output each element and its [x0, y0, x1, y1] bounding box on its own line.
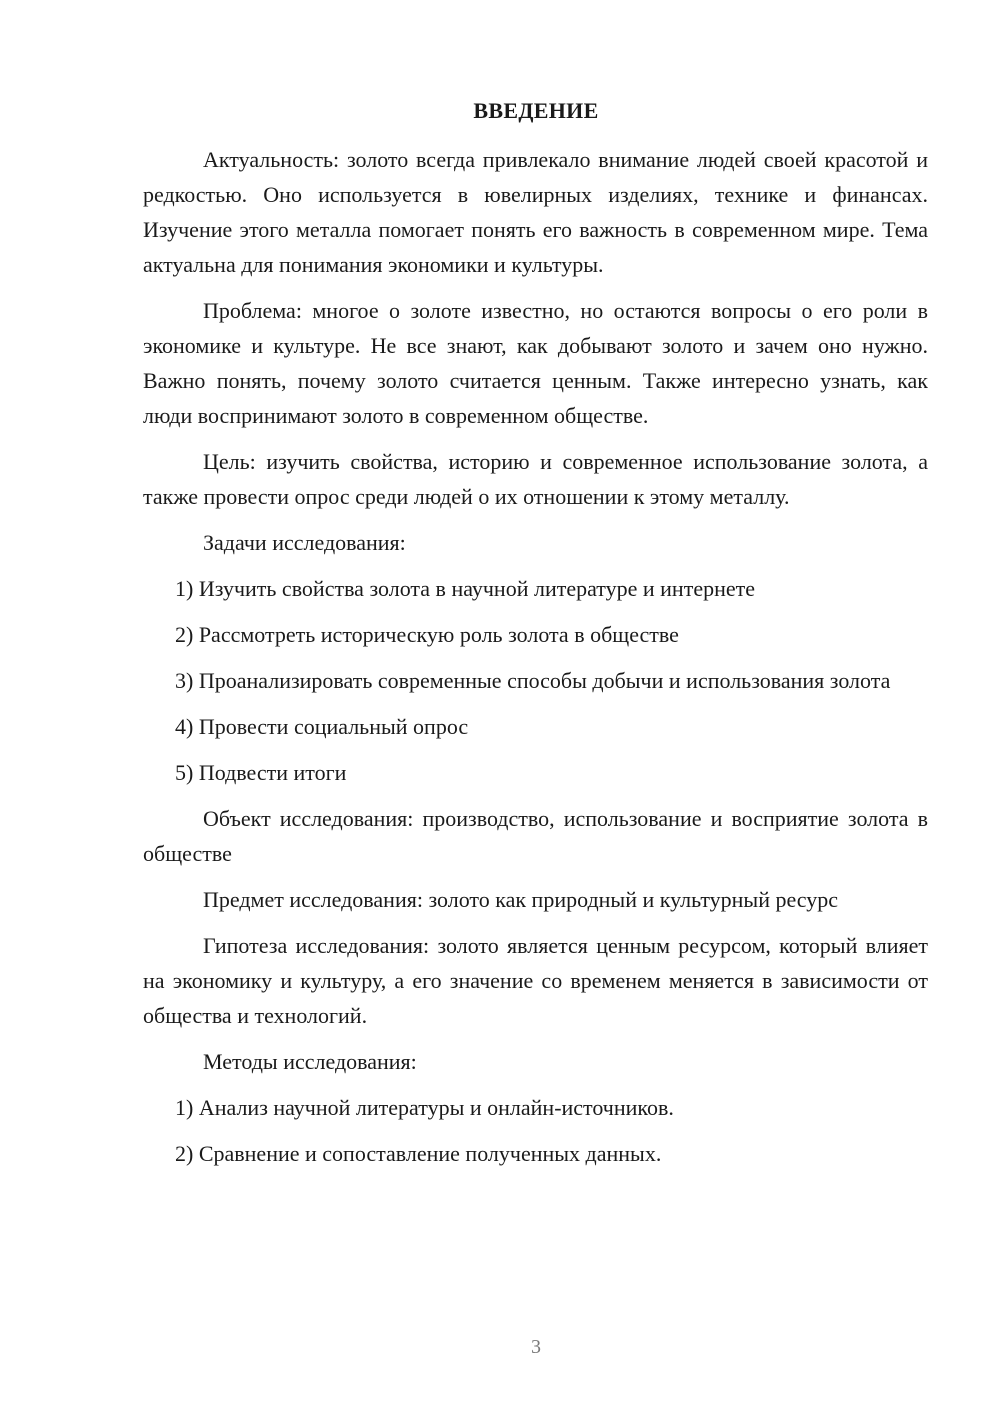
body-text	[143, 142, 928, 1182]
tasks-label: Задачи исследования:	[203, 530, 406, 555]
page-number: 3	[531, 1336, 541, 1358]
method-item-1: 1) Анализ научной литературы и онлайн-источников.	[175, 1095, 674, 1120]
task-item-4: 4) Провести социальный опрос	[175, 714, 469, 739]
paragraph-relevance: Актуальность: золото всегда привлекало внимание людей своей красотой и редкостью. Оно используется в ювелирных изделиях, технике и финансах. Изучение этого металла помогает понять его важность в современном мире. Тема актуальна для понимания экономики и культуры.	[143, 147, 928, 277]
methods-label: Методы исследования:	[203, 1049, 417, 1074]
paragraph-goal: Цель: изучить свойства, историю и современное использование золота, а также провести опрос среди людей о их отношении к этому металлу.	[143, 449, 928, 509]
paragraph-problem: Проблема: многое о золоте известно, но остаются вопросы о его роли в экономике и культуре. Не все знают, как добывают золото и зачем оно нужно. Важно понять, почему золото считается ценным. Также интересно узнать, как люди воспринимают золото в современном обществе.	[143, 298, 928, 428]
section-heading: ВВЕДЕНИЕ	[473, 98, 599, 123]
task-item-3: 3) Проанализировать современные способы добычи и использования золота	[175, 668, 891, 693]
paragraph-hypothesis: Гипотеза исследования: золото является ценным ресурсом, который влияет на экономику и культуру, а его значение со временем меняется в зависимости от общества и технологий.	[143, 933, 928, 1028]
task-item-1: 1) Изучить свойства золота в научной литературе и интернете	[175, 576, 756, 601]
paragraph-object: Объект исследования: производство, использование и восприятие золота в обществе	[143, 806, 928, 866]
paragraph-subject: Предмет исследования: золото как природный и культурный ресурс	[203, 887, 839, 912]
method-item-2: 2) Сравнение и сопоставление полученных данных.	[175, 1141, 662, 1166]
task-item-2: 2) Рассмотреть историческую роль золота в обществе	[175, 622, 679, 647]
task-item-5: 5) Подвести итоги	[175, 760, 347, 785]
